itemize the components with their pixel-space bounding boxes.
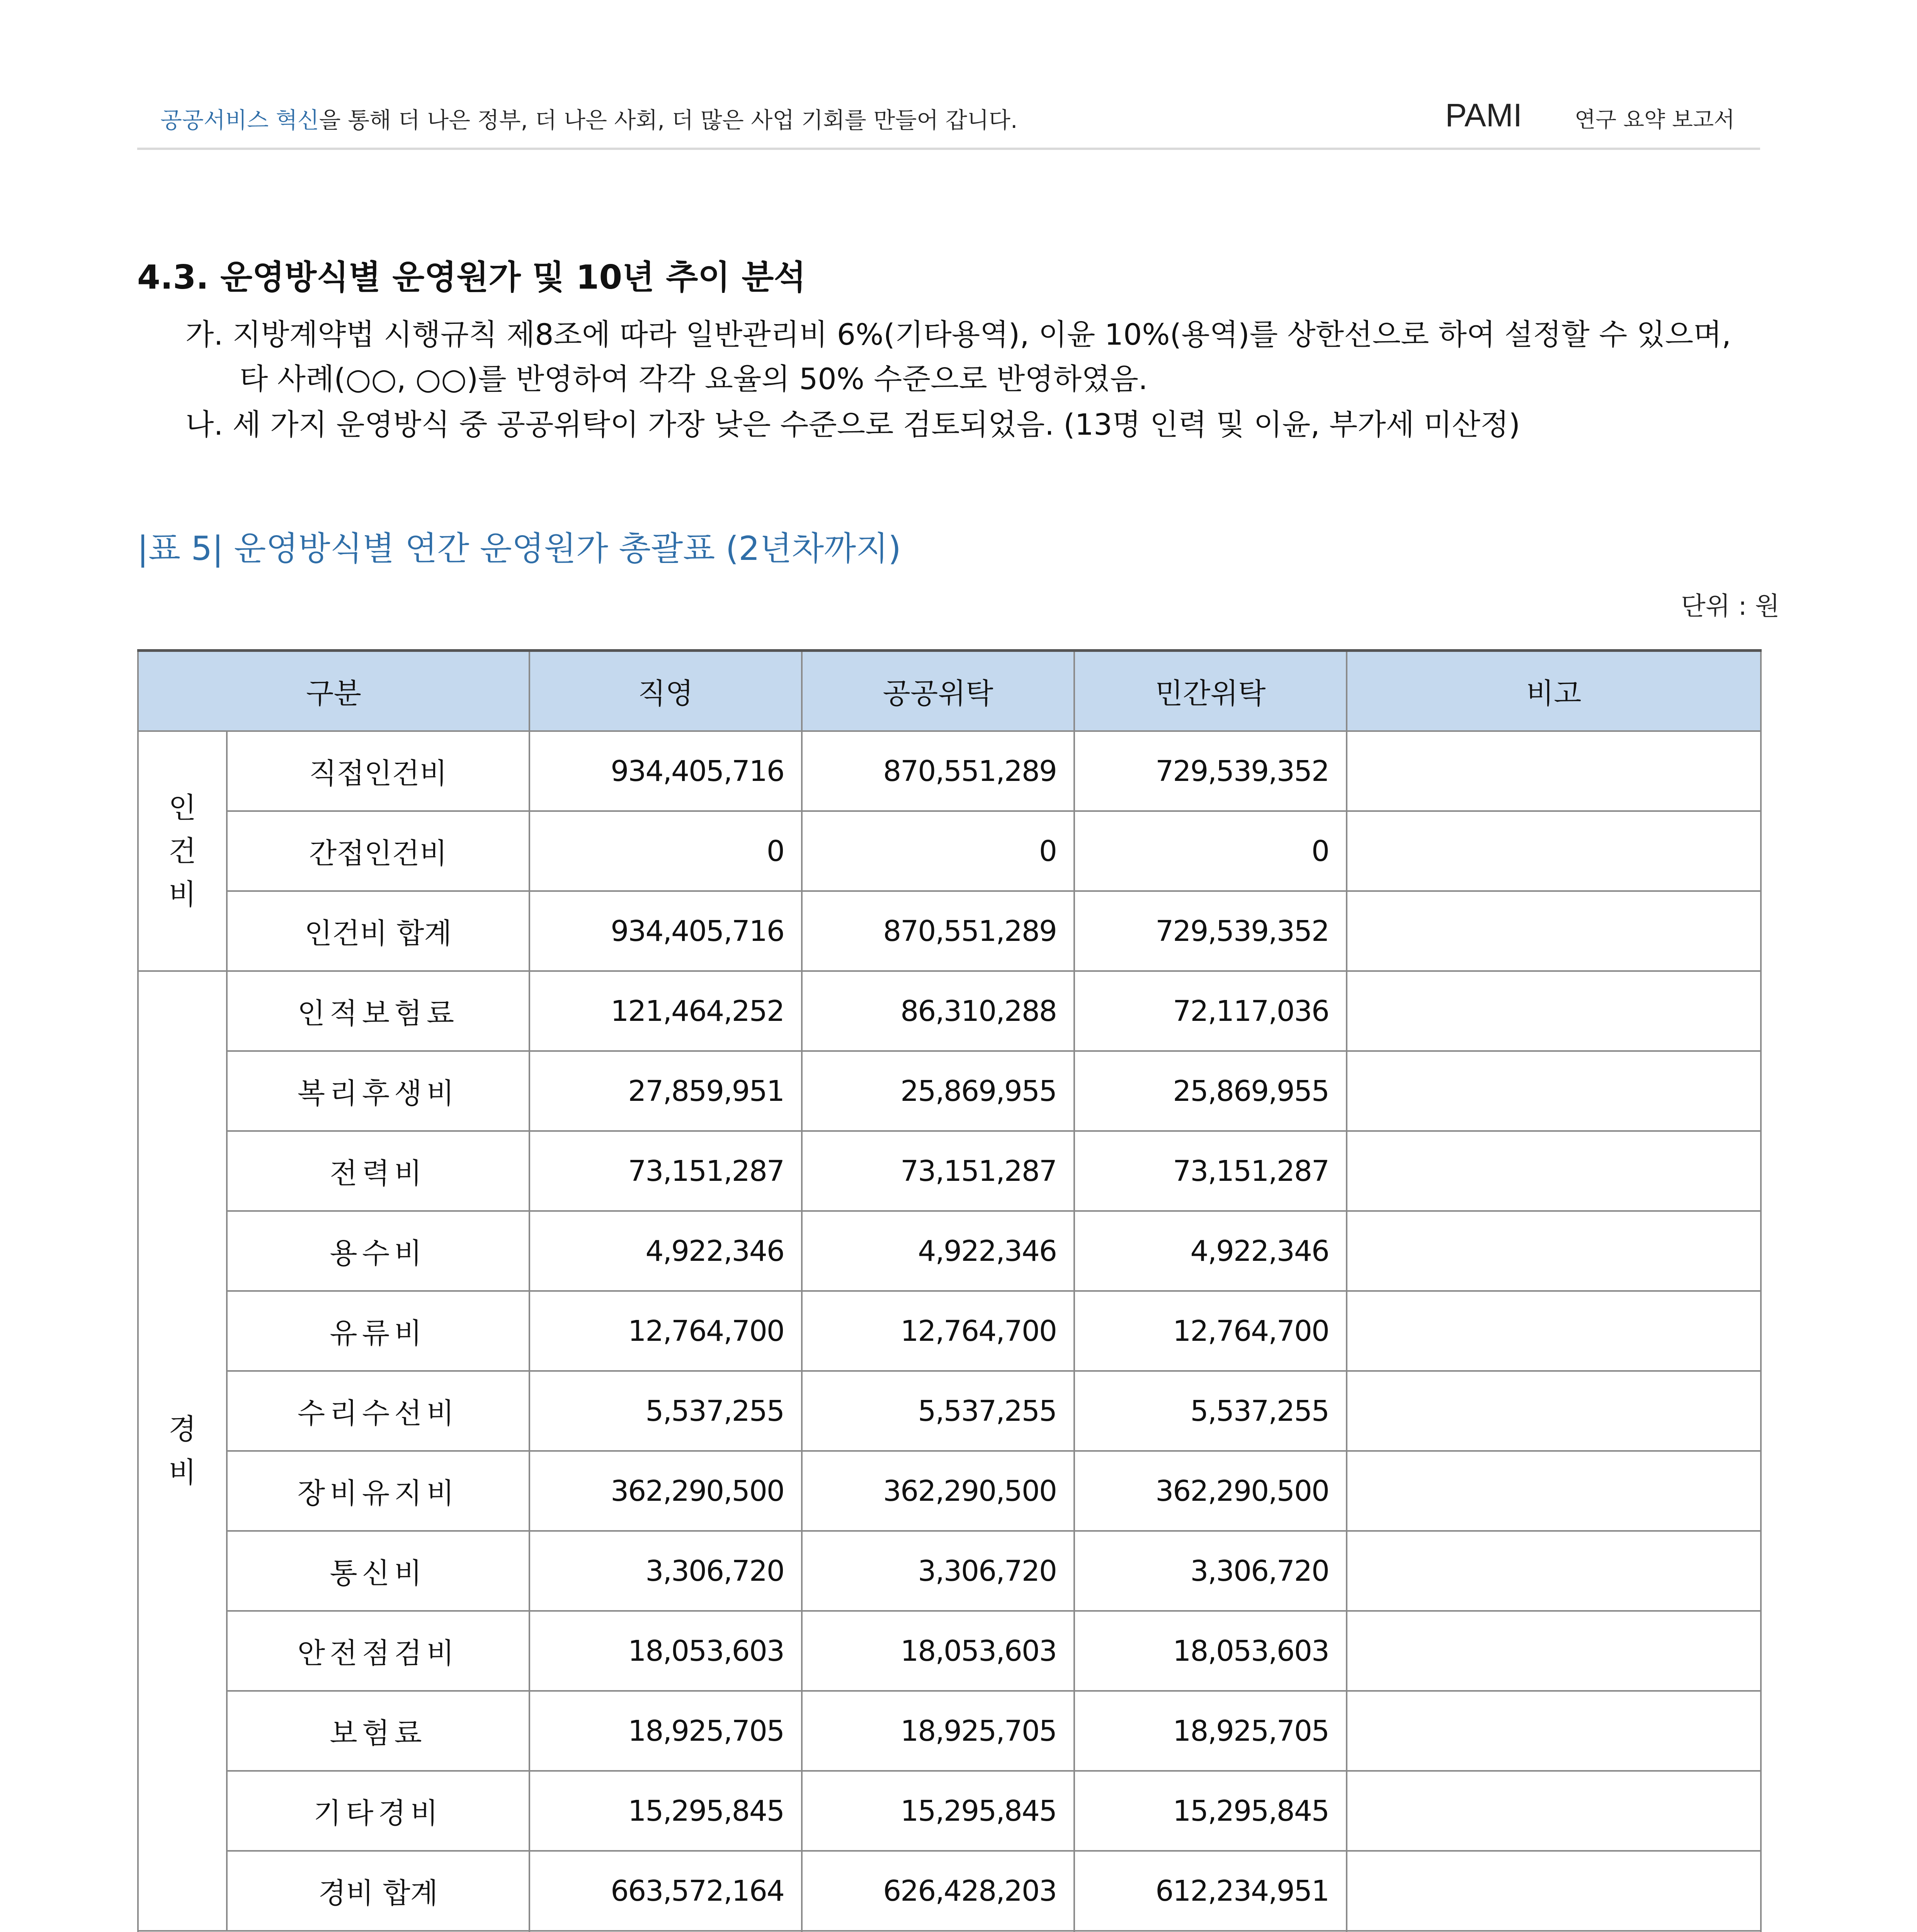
cell-direct: 15,295,845	[529, 1771, 802, 1851]
row-label: 인건비 합계	[227, 891, 529, 971]
cell-private-contract: 729,539,352	[1074, 731, 1347, 811]
cell-private-contract: 362,290,500	[1074, 1451, 1347, 1531]
cell-note	[1347, 811, 1761, 891]
cell-private-contract: 729,539,352	[1074, 891, 1347, 971]
cell-private-contract: 4,922,346	[1074, 1211, 1347, 1291]
row-label: 기타경비	[227, 1771, 529, 1851]
cell-public-contract: 4,922,346	[802, 1211, 1074, 1291]
cell-private-contract: 15,295,845	[1074, 1771, 1347, 1851]
cell-note	[1347, 1531, 1761, 1611]
cell-note	[1347, 891, 1761, 971]
cell-public-contract: 5,537,255	[802, 1371, 1074, 1451]
cell-private-contract: 5,537,255	[1074, 1371, 1347, 1451]
table-row	[138, 1851, 1761, 1931]
table-row	[138, 1211, 1761, 1291]
table-row	[138, 1611, 1761, 1691]
table-unit: 단위 : 원	[1681, 591, 1780, 621]
cell-private-contract: 12,764,700	[1074, 1291, 1347, 1371]
cell-note	[1347, 1611, 1761, 1691]
cell-note	[1347, 971, 1761, 1051]
cell-note	[1347, 1371, 1761, 1451]
cell-direct: 121,464,252	[529, 971, 802, 1051]
cell-note	[1347, 1851, 1761, 1931]
cell-private-contract: 25,869,955	[1074, 1051, 1347, 1131]
cell-private-contract: 0	[1074, 811, 1347, 891]
row-label: 간접인건비	[227, 811, 529, 891]
row-label: 유류비	[227, 1291, 529, 1371]
cell-direct: 663,572,164	[529, 1851, 802, 1931]
cell-direct: 18,053,603	[529, 1611, 802, 1691]
column-header: 구분	[138, 651, 529, 731]
cell-public-contract: 870,551,289	[802, 731, 1074, 811]
cell-note	[1347, 1211, 1761, 1291]
cost-summary-table	[137, 649, 1762, 1932]
page-header	[137, 97, 1760, 143]
cell-note	[1347, 1051, 1761, 1131]
cell-public-contract: 3,306,720	[802, 1531, 1074, 1611]
row-label: 전력비	[227, 1131, 529, 1211]
table-row	[138, 1451, 1761, 1531]
column-header: 비고	[1347, 651, 1761, 731]
cell-note	[1347, 731, 1761, 811]
cell-direct: 934,405,716	[529, 891, 802, 971]
cell-private-contract: 73,151,287	[1074, 1131, 1347, 1211]
table-title: |표 5| 운영방식별 연간 운영원가 총괄표 (2년차까지)	[137, 529, 901, 568]
cell-note	[1347, 1691, 1761, 1771]
cell-public-contract: 15,295,845	[802, 1771, 1074, 1851]
cell-private-contract: 18,053,603	[1074, 1611, 1347, 1691]
table-row	[138, 731, 1761, 811]
cell-public-contract: 12,764,700	[802, 1291, 1074, 1371]
cell-direct: 934,405,716	[529, 731, 802, 811]
cell-private-contract: 3,306,720	[1074, 1531, 1347, 1611]
cell-direct: 27,859,951	[529, 1051, 802, 1131]
table-row	[138, 891, 1761, 971]
row-label: 인적보험료	[227, 971, 529, 1051]
table-row	[138, 1371, 1761, 1451]
cell-public-contract: 0	[802, 811, 1074, 891]
table-body	[138, 651, 1761, 1932]
cell-private-contract: 18,925,705	[1074, 1691, 1347, 1771]
group-label-expense: 경 비	[138, 971, 227, 1931]
cell-direct: 12,764,700	[529, 1291, 802, 1371]
row-label: 장비유지비	[227, 1451, 529, 1531]
table-header-row	[138, 651, 1761, 731]
table-row	[138, 811, 1761, 891]
header-tagline-highlight: 공공서비스 혁신	[160, 107, 319, 133]
cell-public-contract: 870,551,289	[802, 891, 1074, 971]
cell-private-contract: 72,117,036	[1074, 971, 1347, 1051]
row-label: 경비 합계	[227, 1851, 529, 1931]
table-row	[138, 1691, 1761, 1771]
row-label: 직접인건비	[227, 731, 529, 811]
cell-direct: 3,306,720	[529, 1531, 802, 1611]
cell-note	[1347, 1131, 1761, 1211]
table-row	[138, 1051, 1761, 1131]
section-title: 4.3. 운영방식별 운영원가 및 10년 추이 분석	[137, 258, 806, 297]
row-label: 용수비	[227, 1211, 529, 1291]
row-label: 복리후생비	[227, 1051, 529, 1131]
table-row	[138, 1771, 1761, 1851]
column-header: 공공위탁	[802, 651, 1074, 731]
cell-direct: 0	[529, 811, 802, 891]
group-label-labor: 인 건 비	[138, 731, 227, 971]
row-label: 안전점검비	[227, 1611, 529, 1691]
header-tagline-rest: 을 통해 더 나은 정부, 더 나은 사회, 더 많은 사업 기회를 만들어 갑니다.	[319, 107, 1018, 133]
cell-direct: 18,925,705	[529, 1691, 802, 1771]
header-report-type: 연구 요약 보고서	[1575, 107, 1735, 133]
paragraph-1-line-2: 타 사례(○○, ○○)를 반영하여 각각 요율의 50% 수준으로 반영하였음.	[240, 362, 1148, 396]
header-tagline	[160, 102, 1017, 134]
cell-public-contract: 362,290,500	[802, 1451, 1074, 1531]
cell-public-contract: 25,869,955	[802, 1051, 1074, 1131]
table-row	[138, 971, 1761, 1051]
column-header: 직영	[529, 651, 802, 731]
cell-direct: 4,922,346	[529, 1211, 802, 1291]
cell-direct: 362,290,500	[529, 1451, 802, 1531]
cell-direct: 5,537,255	[529, 1371, 802, 1451]
cell-public-contract: 73,151,287	[802, 1131, 1074, 1211]
cell-public-contract: 18,053,603	[802, 1611, 1074, 1691]
header-divider	[137, 148, 1760, 150]
cell-private-contract: 612,234,951	[1074, 1851, 1347, 1931]
paragraph-1-line-1: 가. 지방계약법 시행규칙 제8조에 따라 일반관리비 6%(기타용역), 이윤 10%(용역)를 상한선으로 하여 설정할 수 있으며,	[185, 317, 1731, 352]
column-header: 민간위탁	[1074, 651, 1347, 731]
cell-direct: 73,151,287	[529, 1131, 802, 1211]
row-label: 보험료	[227, 1691, 529, 1771]
row-label: 통신비	[227, 1531, 529, 1611]
table-row	[138, 1131, 1761, 1211]
cell-public-contract: 626,428,203	[802, 1851, 1074, 1931]
row-label: 수리수선비	[227, 1371, 529, 1451]
table-row	[138, 1291, 1761, 1371]
cell-public-contract: 18,925,705	[802, 1691, 1074, 1771]
cell-public-contract: 86,310,288	[802, 971, 1074, 1051]
cell-note	[1347, 1451, 1761, 1531]
paragraph-2: 나. 세 가지 운영방식 중 공공위탁이 가장 낮은 수준으로 검토되었음. (13명 인력 및 이윤, 부가세 미산정)	[185, 407, 1521, 442]
cell-note	[1347, 1291, 1761, 1371]
header-brand: PAMI	[1445, 97, 1522, 133]
table-row	[138, 1531, 1761, 1611]
cell-note	[1347, 1771, 1761, 1851]
